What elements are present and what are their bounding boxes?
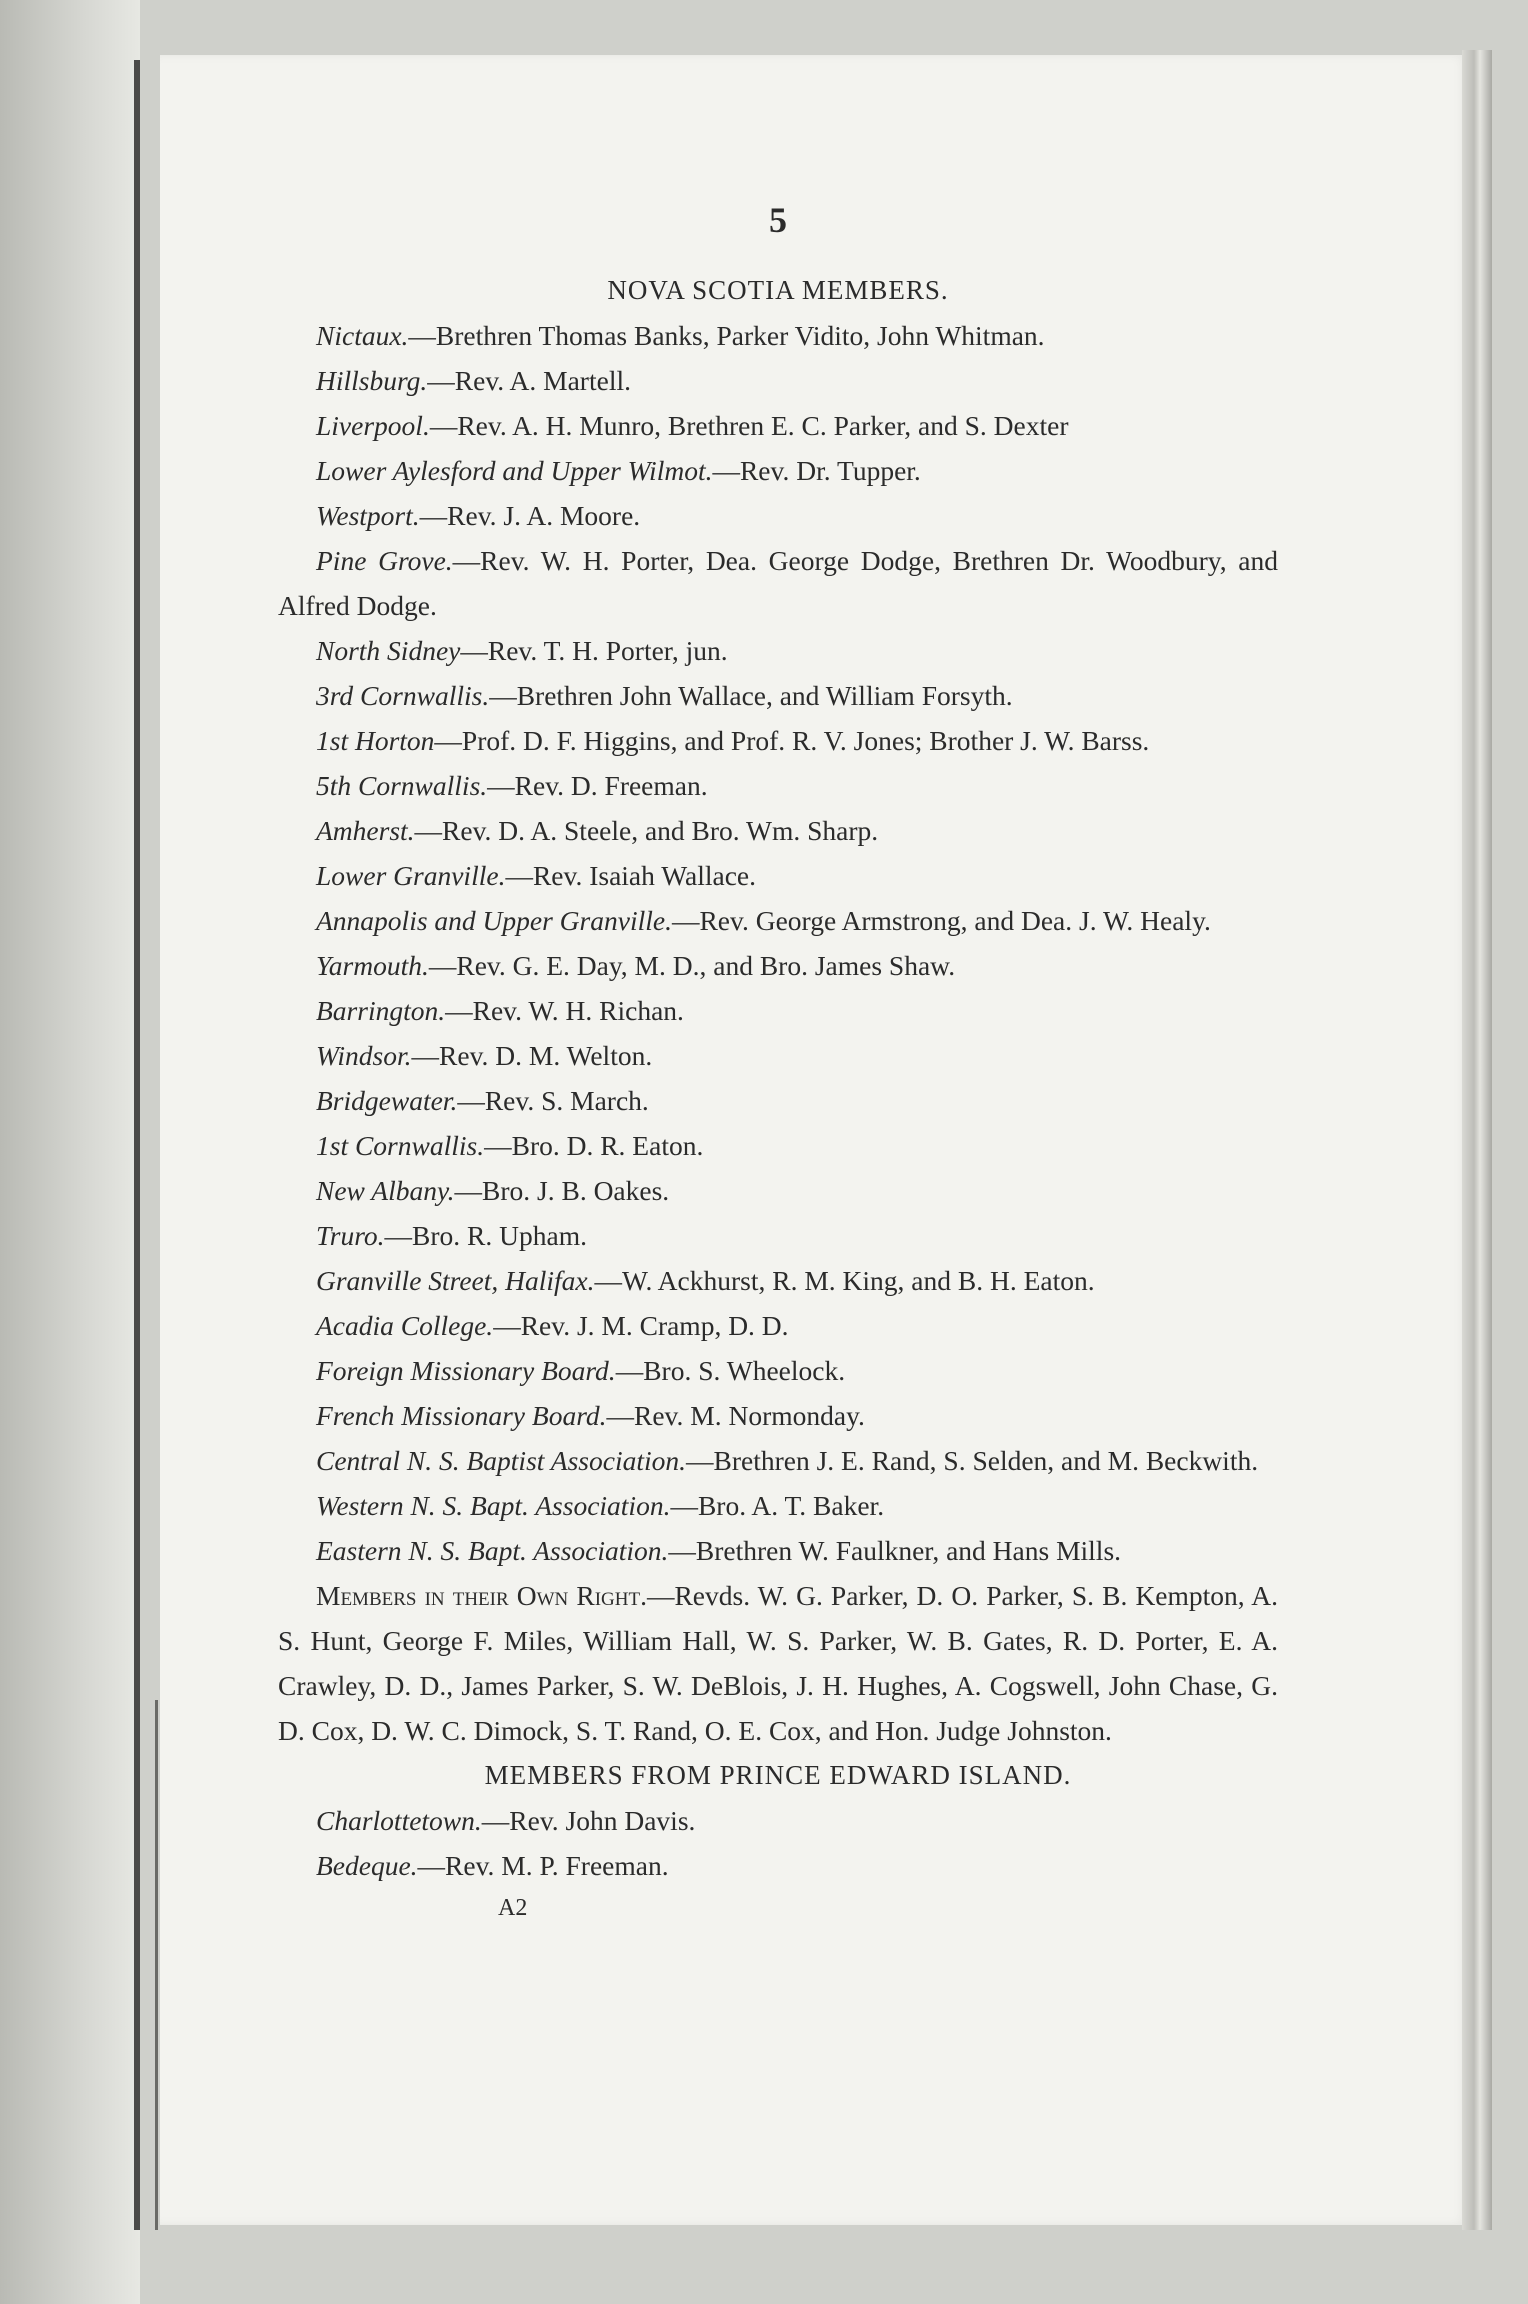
members-text: —Bro. R. Upham.: [384, 1220, 587, 1251]
book-spine-inner: [155, 1700, 158, 2230]
place-name: Windsor.: [316, 1040, 412, 1071]
place-name: Granville Street, Halifax.: [316, 1265, 595, 1296]
place-name: Nictaux.: [316, 320, 409, 351]
member-entry: [278, 313, 1278, 358]
members-text: —Bro. J. B. Oakes.: [454, 1175, 670, 1206]
members-text: —Rev. D. A. Steele, and Bro. Wm. Sharp.: [414, 815, 879, 846]
members-text: —Rev. Isaiah Wallace.: [505, 860, 756, 891]
place-name: Foreign Missionary Board.: [316, 1355, 616, 1386]
members-text: —Brethren Thomas Banks, Parker Vidito, John Whitman.: [408, 320, 1045, 351]
place-name: Annapolis and Upper Granville.: [316, 905, 672, 936]
place-name: Bedeque.: [316, 1850, 418, 1881]
members-text: —Rev. George Armstrong, and Dea. J. W. Healy.: [671, 905, 1211, 936]
members-text: —W. Ackhurst, R. M. King, and B. H. Eaton.: [594, 1265, 1095, 1296]
signature-mark: A2: [498, 1895, 528, 1921]
place-name: Lower Granville.: [316, 860, 506, 891]
member-entry: [278, 1528, 1278, 1573]
members-text: —Rev. W. H. Porter, Dea. George Dodge, Brethren Dr. Woodbury, and Alfred Dodge.: [278, 545, 1278, 621]
members-text: —Bro. S. Wheelock.: [615, 1355, 846, 1386]
members-text: —Rev. Dr. Tupper.: [712, 455, 921, 486]
members-text: —Rev. W. H. Richan.: [445, 995, 684, 1026]
member-entry: [278, 808, 1278, 853]
members-text: —Rev. G. E. Day, M. D., and Bro. James Shaw.: [428, 950, 956, 981]
members-text: —Bro. A. T. Baker.: [670, 1490, 885, 1521]
place-name: Barrington.: [316, 995, 446, 1026]
member-entry: [278, 448, 1278, 493]
place-name: 3rd Cornwallis.: [316, 680, 490, 711]
nova-scotia-entries: [278, 313, 1278, 1573]
place-name: French Missionary Board.: [316, 1400, 607, 1431]
place-name: Westport.: [316, 500, 420, 531]
members-text: —Rev. D. M. Welton.: [411, 1040, 653, 1071]
section-heading-pei: MEMBERS FROM PRINCE EDWARD ISLAND.: [484, 1760, 1072, 1790]
place-name: New Albany.: [316, 1175, 455, 1206]
place-name: Acadia College.: [316, 1310, 494, 1341]
member-entry: [278, 1483, 1278, 1528]
members-text: —Rev. M. Normonday.: [606, 1400, 865, 1431]
place-name: Truro.: [316, 1220, 385, 1251]
page-number: 5: [769, 200, 787, 240]
members-text: —Rev. John Davis.: [481, 1805, 696, 1836]
members-text: —Rev. T. H. Porter, jun.: [460, 635, 728, 666]
section-heading-nova-scotia: NOVA SCOTIA MEMBERS.: [607, 275, 949, 305]
member-entry: [278, 853, 1278, 898]
member-entry: [278, 763, 1278, 808]
place-name: Yarmouth.: [316, 950, 429, 981]
member-entry: [278, 493, 1278, 538]
member-entry: [278, 1033, 1278, 1078]
place-name: Central N. S. Baptist Association.: [316, 1445, 687, 1476]
member-entry: [278, 898, 1278, 943]
place-name: 1st Cornwallis.: [316, 1130, 485, 1161]
place-name: Pine Grove.: [316, 545, 453, 576]
members-text: —Brethren W. Faulkner, and Hans Mills.: [668, 1535, 1122, 1566]
pei-entries: [278, 1798, 1278, 1888]
scan-background: [0, 0, 140, 2304]
members-text: —Rev. A. H. Munro, Brethren E. C. Parker, and S. Dexter: [429, 410, 1069, 441]
member-entry: [278, 988, 1278, 1033]
member-entry: [278, 1168, 1278, 1213]
place-name: Liverpool.: [316, 410, 430, 441]
member-entry: [278, 1843, 1278, 1888]
page-edge: [1462, 50, 1492, 2230]
place-name: North Sidney: [316, 635, 461, 666]
place-name: 1st Horton: [316, 725, 435, 756]
member-entry: [278, 1213, 1278, 1258]
place-name: Amherst.: [316, 815, 415, 846]
members-text: —Prof. D. F. Higgins, and Prof. R. V. Jones; Brother J. W. Barss.: [434, 725, 1150, 756]
members-text: —Brethren John Wallace, and William Forsyth.: [489, 680, 1013, 711]
member-entry: [278, 1258, 1278, 1303]
place-name: Western N. S. Bapt. Association.: [316, 1490, 671, 1521]
member-entry: [278, 718, 1278, 763]
member-entry: [278, 1798, 1278, 1843]
member-entry: [278, 673, 1278, 718]
member-entry: [278, 628, 1278, 673]
members-text: —Rev. M. P. Freeman.: [417, 1850, 669, 1881]
members-text: —Rev. J. M. Cramp, D. D.: [493, 1310, 789, 1341]
place-name: Lower Aylesford and Upper Wilmot.: [316, 455, 713, 486]
place-name: Charlottetown.: [316, 1805, 482, 1836]
document-page: [160, 55, 1470, 2225]
place-name: Eastern N. S. Bapt. Association.: [316, 1535, 669, 1566]
members-text: —Rev. S. March.: [457, 1085, 649, 1116]
place-name: Bridgewater.: [316, 1085, 458, 1116]
place-name: 5th Cornwallis.: [316, 770, 488, 801]
member-entry: [278, 1303, 1278, 1348]
own-right-label: Members in their Own Right.: [316, 1580, 647, 1611]
member-entry: [278, 538, 1278, 628]
members-text: —Rev. A. Martell.: [427, 365, 631, 396]
place-name: Hillsburg.: [316, 365, 428, 396]
members-own-right-entry: [278, 1573, 1278, 1753]
members-text: —Rev. J. A. Moore.: [419, 500, 641, 531]
own-right-text: —Revds. W. G. Parker, D. O. Parker, S. B. Kempton, A. S. Hunt, George F. Miles, William Hall, W. S. Parker, W. B. Gates, R. D. Porter, E. A. Crawley, D. D., James Parker, S. W. DeBlois, J. H. Hughes, A. Cogswell, John Chase, G. D. Cox, D. W. C. Dimock, S. T. Rand, O. E. Cox, and Hon. Judge Johnston.: [278, 1580, 1278, 1746]
member-entry: [278, 358, 1278, 403]
members-text: —Brethren J. E. Rand, S. Selden, and M. Beckwith.: [686, 1445, 1259, 1476]
book-spine: [134, 60, 140, 2230]
members-text: —Rev. D. Freeman.: [487, 770, 708, 801]
member-entry: [278, 1438, 1278, 1483]
member-entry: [278, 1348, 1278, 1393]
page-content: [278, 190, 1278, 1928]
member-entry: [278, 403, 1278, 448]
members-text: —Bro. D. R. Eaton.: [484, 1130, 704, 1161]
member-entry: [278, 1123, 1278, 1168]
member-entry: [278, 1393, 1278, 1438]
member-entry: [278, 1078, 1278, 1123]
member-entry: [278, 943, 1278, 988]
